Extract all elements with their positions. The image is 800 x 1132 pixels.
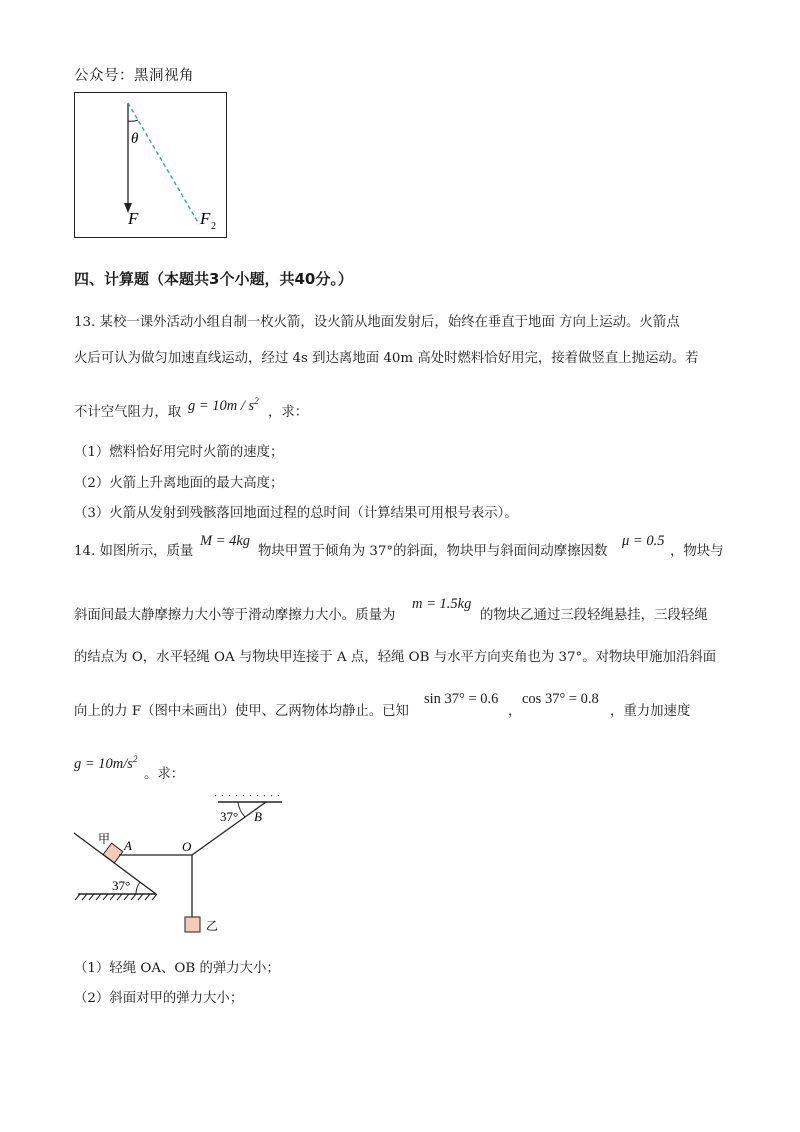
theta-arc bbox=[128, 120, 138, 121]
force-f2-dashed-line bbox=[128, 103, 199, 224]
q14-line-2-a: 斜面间最大静摩擦力大小等于滑动摩擦力大小。质量为 bbox=[74, 608, 396, 623]
ground-hatch bbox=[75, 894, 157, 900]
theta-label: θ bbox=[131, 131, 139, 147]
q14-cos-formula: cos 37° = 0.8 bbox=[522, 691, 599, 707]
force-f2-label: F bbox=[200, 209, 211, 228]
angle-label-bottom: 37° bbox=[112, 878, 131, 893]
q13-gravity-formula bbox=[188, 396, 259, 415]
q14-line-1-a: 14. 如图所示，质量 bbox=[74, 544, 194, 559]
q14-line-3: 的结点为 O，水平轻绳 OA 与物块甲连接于 A 点，轻绳 OB 与水平方向夹角也为 37°。对物块甲施加沿斜面 bbox=[74, 650, 717, 665]
block-yi-label: 乙 bbox=[206, 919, 219, 933]
block-jia-label: 甲 bbox=[98, 832, 111, 846]
q13-sub-2: （2）火箭上升离地面的最大高度； bbox=[74, 476, 284, 491]
angle-arc-top bbox=[238, 802, 245, 817]
q14-line-4-separator: ， bbox=[508, 704, 522, 719]
watermark-text: 公众号：黑洞视角 bbox=[74, 68, 194, 84]
q14-mu-formula: μ = 0.5 bbox=[622, 533, 665, 549]
block-yi bbox=[185, 917, 200, 932]
ceiling-hatch bbox=[215, 795, 283, 796]
point-o-label: O bbox=[182, 839, 192, 854]
force-f-label: F bbox=[128, 209, 139, 228]
angle-arc-bottom bbox=[136, 882, 140, 894]
q13-gravity-exponent: 2 bbox=[254, 396, 259, 406]
incline-rope-diagram bbox=[70, 795, 290, 940]
q14-line-2-b: 的物块乙通过三段轻绳悬挂，三段轻绳 bbox=[480, 608, 708, 623]
q13-gravity-formula-text: g = 10m / s bbox=[188, 397, 255, 414]
point-a-label: A bbox=[124, 838, 132, 853]
q14-sin-formula: sin 37° = 0.6 bbox=[424, 691, 499, 707]
force-diagram-frame bbox=[74, 92, 227, 238]
q14-line-1-b: 物块甲置于倾角为 37°的斜面，物块甲与斜面间动摩擦因数 bbox=[258, 544, 608, 559]
force-f2-subscript: 2 bbox=[211, 221, 216, 232]
force-diagram bbox=[75, 93, 225, 236]
q14-gravity-formula bbox=[74, 754, 137, 773]
q14-line-1-c: ，物块与 bbox=[670, 544, 724, 559]
q14-mass-m-small: m = 1.5kg bbox=[412, 596, 472, 612]
section-heading: 四、计算题（本题共3个小题，共40分。） bbox=[74, 270, 353, 288]
point-b-label: B bbox=[254, 809, 262, 824]
q14-gravity-formula-text: g = 10m/s bbox=[74, 755, 133, 772]
q14-sub-2: （2）斜面对甲的弹力大小； bbox=[74, 991, 244, 1006]
angle-label-top: 37° bbox=[220, 809, 239, 824]
q14-line-4-a: 向上的力 F（图中未画出）使甲、乙两物体均静止。已知 bbox=[74, 704, 409, 719]
q14-gravity-exponent: 2 bbox=[132, 754, 138, 764]
q13-line-3-suffix: ，求： bbox=[268, 405, 309, 420]
q14-sub-1: （1）轻绳 OA、OB 的弹力大小； bbox=[74, 961, 280, 976]
block-jia bbox=[103, 843, 123, 863]
q13-line-2: 火后可认为做匀加速直线运动，经过 4s 到达离地面 40m 高处时燃料恰好用完，接着做竖直上抛运动。若 bbox=[74, 351, 699, 366]
q14-line-5-suffix: 。求： bbox=[144, 767, 185, 782]
q13-sub-3: （3）火箭从发射到残骸落回地面过程的总时间（计算结果可用根号表示）。 bbox=[74, 506, 518, 521]
q13-sub-1: （1）燃料恰好用完时火箭的速度； bbox=[74, 445, 284, 460]
q14-line-4-b: ，重力加速度 bbox=[610, 704, 691, 719]
q14-mass-m-big: M = 4kg bbox=[200, 533, 251, 549]
q13-line-3-prefix: 不计空气阻力，取 bbox=[74, 405, 182, 420]
q13-line-1: 13. 某校一课外活动小组自制一枚火箭，设火箭从地面发射后，始终在垂直于地面 方向上运动。火箭点 bbox=[74, 315, 680, 330]
